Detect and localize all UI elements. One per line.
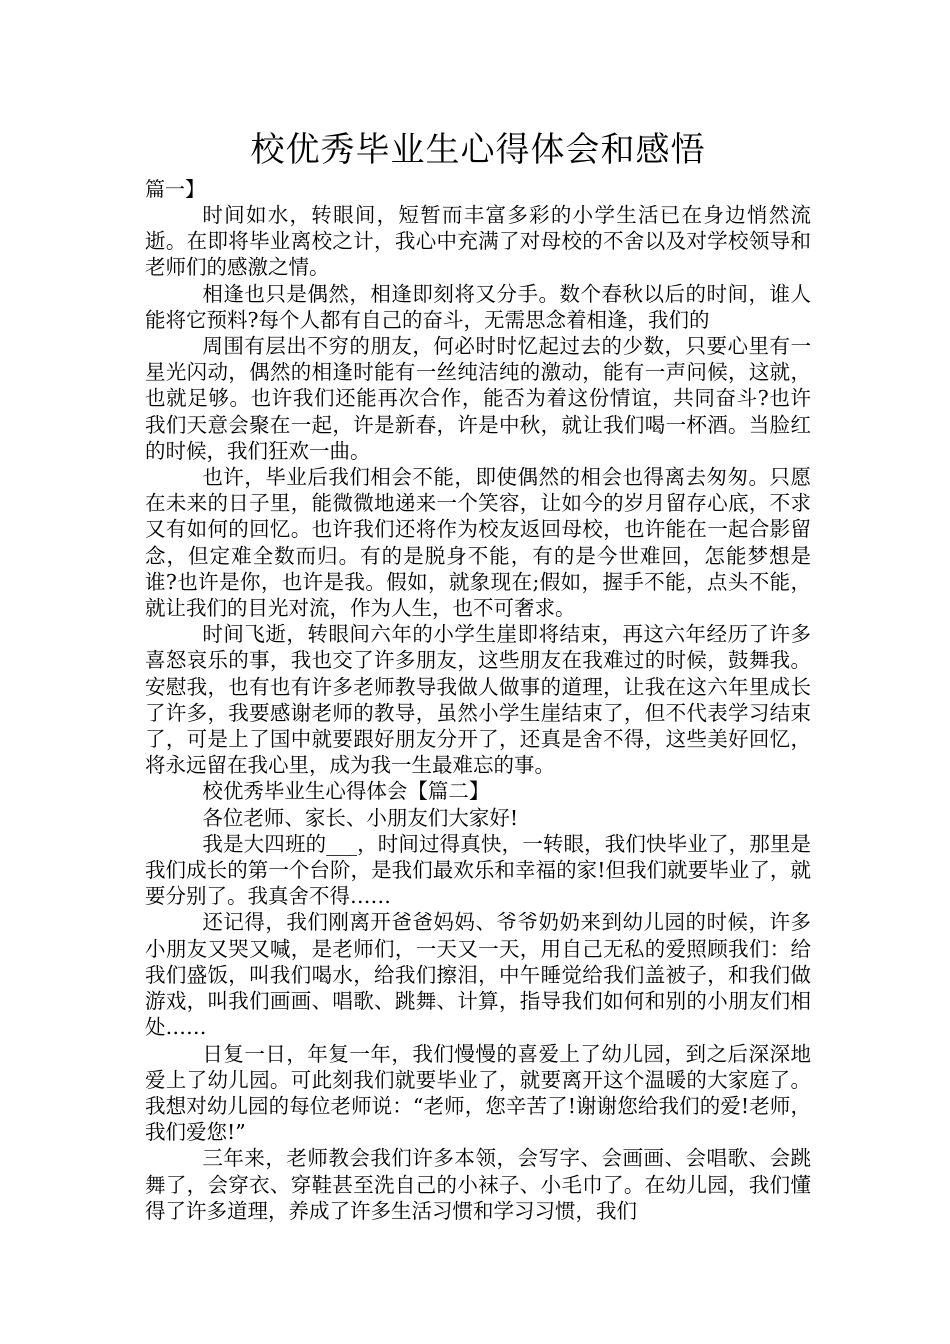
paragraph: 各位老师、家长、小朋友们大家好! [202, 805, 519, 830]
paragraph: 也许，毕业后我们相会不能，即使偶然的相会也得离去匆匆。只愿在未来的日子里，能微微地递来一个笑容，让如今的岁月留存心底，不求又有如何的回忆。也许我们还将作为校友返回母校，也许能在一起合影留念，但定难全数而归。有的是脱身不能，有的是今世难回，怎能梦想是谁?也许是你，也许是我。假如，就象现在;假如，握手不能，点头不能，就让我们的目光对流，作为人生，也不可奢求。 [145, 465, 811, 621]
section-one-label: 篇一】 [145, 177, 205, 201]
paragraph: 三年来，老师教会我们许多本领，会写字、会画画、会唱歌、会跳舞了，会穿衣、穿鞋甚至洗自己的小袜子、小毛巾了。在幼儿园，我们懂得了许多道理，养成了许多生活习惯和学习习惯，我们 [145, 1146, 811, 1223]
document-page [145, 128, 811, 1224]
paragraph: 还记得，我们刚离开爸爸妈妈、爷爷奶奶来到幼儿园的时候，许多小朋友又哭又喊，是老师们，一天又一天，用自己无私的爱照顾我们：给我们盛饭，叫我们喝水，给我们擦泪，中午睡觉给我们盖被子，和我们做游戏，叫我们画画、唱歌、跳舞、计算，指导我们如何和别的小朋友们相处…… [145, 910, 811, 1040]
paragraph: 周围有层出不穷的朋友，何必时时忆起过去的少数，只要心里有一星光闪动，偶然的相逢时能有一丝纯洁纯的激动，能有一声问候，这就，也就足够。也许我们还能再次合作，能否为着这份情谊，共同奋斗?也许我们天意会聚在一起，许是新春，许是中秋，就让我们喝一杯酒。当脸红的时候，我们狂欢一曲。 [145, 334, 811, 463]
paragraph: 日复一日，年复一年，我们慢慢的喜爱上了幼儿园，到之后深深地爱上了幼儿园。可此刻我们就要毕业了，就要离开这个温暖的大家庭了。我想对幼儿园的每位老师说：“老师，您辛苦了!谢谢您给我们的爱!老师，我们爱您!” [145, 1041, 811, 1145]
paragraph: 时间如水，转眼间，短暂而丰富多彩的小学生活已在身边悄然流逝。在即将毕业离校之计，我心中充满了对母校的不舍以及对学校领导和老师们的感激之情。 [145, 203, 811, 280]
paragraph: 我是大四班的___，时间过得真快，一转眼，我们快毕业了，那里是我们成长的第一个台阶，是我们最欢乐和幸福的家!但我们就要毕业了，就要分别了。我真舍不得…… [145, 831, 811, 909]
paragraph: 时间飞逝，转眼间六年的小学生崖即将结束，再这六年经历了许多喜怒哀乐的事，我也交了许多朋友，这些朋友在我难过的时候，鼓舞我。安慰我，也有也有许多老师教导我做人做事的道理，让我在这六年里成长了许多，我要感谢老师的教导，虽然小学生崖结束了，但不代表学习结束了，可是上了国中就要跟好朋友分开了，还真是舍不得，这些美好回忆，将永远留在我心里，成为我一生最难忘的事。 [145, 622, 811, 778]
section-two-heading: 校优秀毕业生心得体会【篇二】 [202, 779, 490, 804]
paragraph: 相逢也只是偶然，相逢即刻将又分手。数个春秋以后的时间，谁人能将它预料?每个人都有自己的奋斗，无需思念着相逢，我们的 [145, 281, 811, 332]
document-title: 校优秀毕业生心得体会和感悟 [250, 130, 706, 170]
